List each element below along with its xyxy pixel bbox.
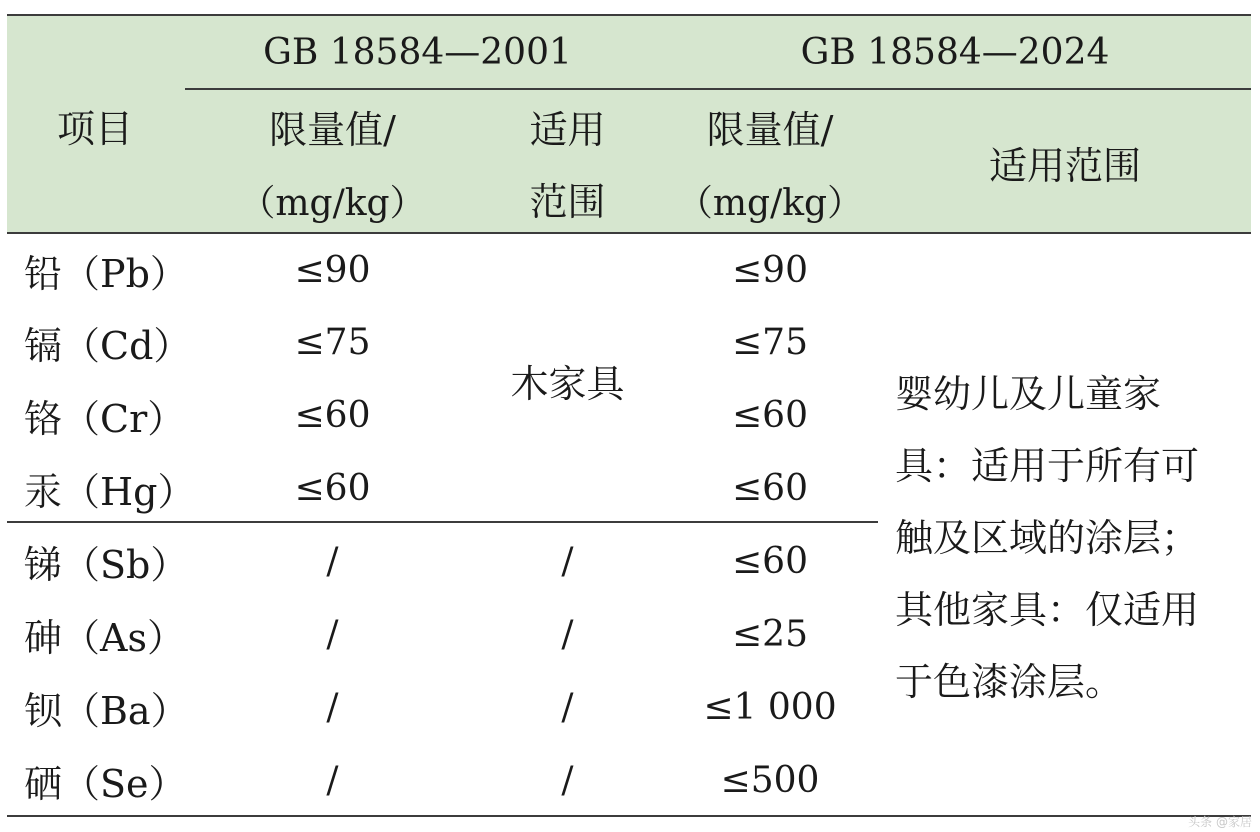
header-scope-2001-line1: 适用 (529, 107, 606, 152)
header-limit-2001-line1: 限量值/ (269, 107, 396, 152)
bottom-rule (7, 815, 1251, 817)
row-limit-2024-cr: ≤60 (732, 394, 808, 436)
row-item-ba: 钡（Ba） (24, 688, 189, 733)
row-limit-2024-as: ≤25 (732, 613, 808, 655)
group-divider-rule (7, 521, 878, 523)
row-limit-2001-se: / (326, 759, 339, 801)
row-limit-2024-pb: ≤90 (732, 249, 808, 291)
row-limit-2001-ba: / (326, 686, 339, 728)
scope-2001-merged: 木家具 (510, 361, 625, 406)
header-sub-rule (185, 88, 1251, 90)
top-rule (7, 14, 1251, 16)
header-scope-2024: 适用范围 (988, 143, 1141, 188)
row-limit-2024-cd: ≤75 (732, 321, 808, 363)
header-scope-2001-line2: 范围 (529, 179, 606, 224)
row-item-se: 硒（Se） (24, 761, 187, 806)
row-limit-2001-cr: ≤60 (294, 394, 371, 436)
watermark: 头条 @家居 (1188, 815, 1252, 829)
header-limit-2024-line1: 限量值/ (706, 107, 834, 152)
row-limit-2024-ba: ≤1 000 (703, 686, 837, 728)
row-limit-2024-se: ≤500 (720, 759, 820, 801)
row-limit-2001-sb: / (326, 540, 339, 582)
row-scope-2001-sb: / (561, 540, 574, 582)
row-limit-2001-pb: ≤90 (294, 249, 371, 291)
header-gb-2001: GB 18584—2001 (263, 31, 572, 73)
row-item-cr: 铬（Cr） (24, 396, 186, 441)
row-limit-2001-cd: ≤75 (294, 321, 371, 363)
header-gb-2024: GB 18584—2024 (800, 31, 1110, 73)
row-scope-2001-as: / (561, 613, 574, 655)
row-item-hg: 汞（Hg） (24, 469, 196, 514)
scope-2024-merged: 婴幼儿及儿童家具：适用于所有可触及区域的涂层；其他家具：仅适用于色漆涂层。 (895, 372, 1200, 704)
row-item-cd: 镉（Cd） (24, 323, 192, 368)
header-bottom-rule (7, 232, 1251, 234)
row-item-as: 砷（As） (24, 615, 185, 660)
row-scope-2001-ba: / (561, 686, 574, 728)
row-scope-2001-se: / (561, 759, 574, 801)
header-limit-2001-line2: （mg/kg） (239, 182, 426, 224)
row-item-pb: 铅（Pb） (24, 251, 188, 296)
row-limit-2024-sb: ≤60 (732, 540, 808, 582)
header-limit-2024-line2: （mg/kg） (676, 182, 864, 224)
row-limit-2024-hg: ≤60 (732, 467, 808, 509)
row-limit-2001-as: / (326, 613, 339, 655)
header-item: 项目 (56, 106, 133, 151)
row-limit-2001-hg: ≤60 (294, 467, 371, 509)
row-item-sb: 锑（Sb） (24, 542, 189, 587)
